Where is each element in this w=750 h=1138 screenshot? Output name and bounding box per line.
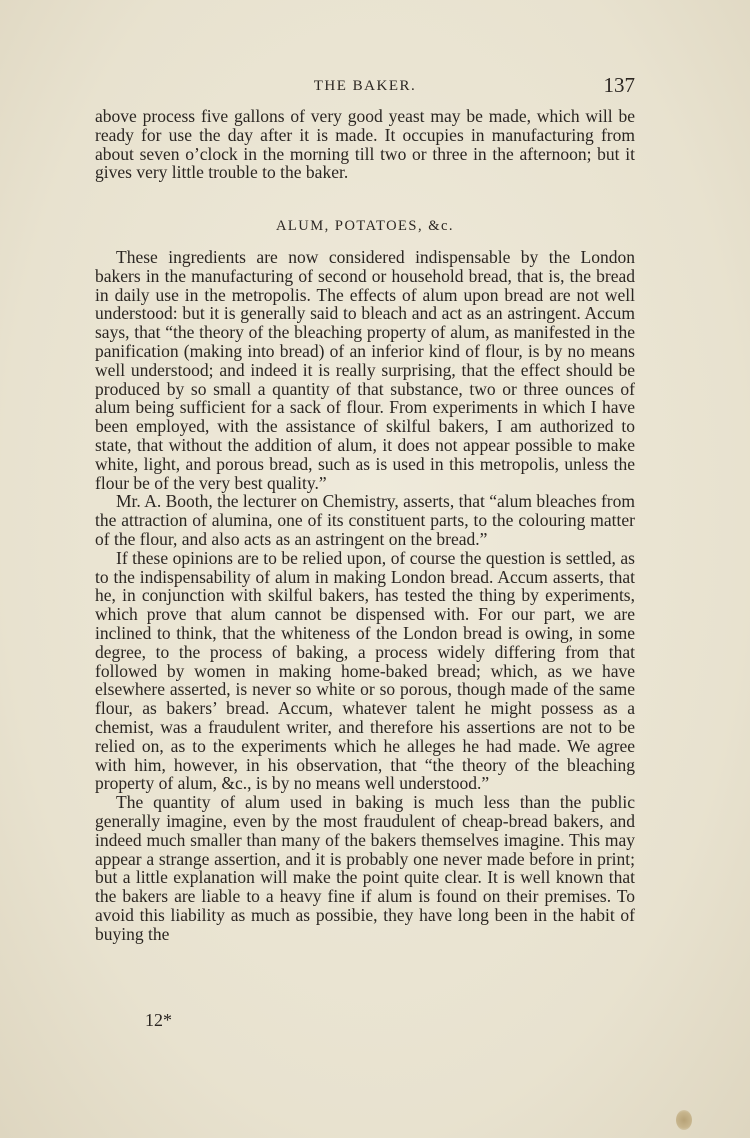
section-body xyxy=(95,248,635,943)
running-title: THE BAKER. xyxy=(313,78,417,94)
intro-paragraph: above process five gallons of very good yeast may be made, which will be ready for use the day after it is made. It occupies in manufacturing from about seven o’clock in the morning till two or three in the afternoon; but it gives very little trouble to the baker. xyxy=(95,106,635,183)
paragraph: The quantity of alum used in baking is much less than the public generally imagine, even by the most fraudulent of cheap-bread bakers, and indeed much smaller than many of the bakers themselves imagine. This may appear a strange assertion, and it is probably one never made before in print; but a little explanation will make the point quite clear. It is well known that the bakers are liable to a heavy fine if alum is found on their premises. To avoid this liability as much as possibie, they have long been in the habit of buying the xyxy=(95,792,635,944)
signature-mark: 12* xyxy=(145,1010,172,1030)
paragraph: These ingredients are now considered indispensable by the London bakers in the manufacturing of second or household bread, that is, the bread in daily use in the metropolis. The effects of alum upon bread are not well understood: but it is generally said to bleach and act as an astringent. Accum says, that “the theory of the bleaching property of alum, as manifested in the panification (making into bread) of an inferior kind of flour, is by no means well understood; and indeed it is really surprising, that the effect should be produced by so small a quantity of that substance, two or three ounces of alum being sufficient for a sack of flour. From experiments in which I have been employed, with the assistance of skilful bakers, I am authorized to state, that without the addition of alum, it does not appear possible to make white, light, and porous bread, such as is used in this metropolis, unless the flour be of the very best quality.” xyxy=(95,247,635,493)
section-heading: ALUM, POTATOES, &c. xyxy=(275,218,455,234)
paragraph: If these opinions are to be relied upon, of course the question is settled, as to the indispensability of alum in making London bread. Accum asserts, that he, in conjunction with skilful bakers, has tested the thing by experiments, which prove that alum cannot be dispensed with. For our part, we are inclined to think, that the whiteness of the London bread is owing, in some degree, to the process of baking, a process widely differing from that followed by women in making home-baked bread; which, as we have elsewhere asserted, is never so white or so porous, though made of the same flour, as bakers’ bread. Accum, whatever talent he might possess as a chemist, was a fraudulent writer, and therefore his assertions are not to be relied on, as to the experiments which he alleges he had made. We agree with him, however, in his observation, that “the theory of the bleaching property of alum, &c., is by no means well understood.” xyxy=(95,547,635,794)
paper-stain xyxy=(676,1110,692,1130)
running-head xyxy=(95,73,635,100)
page-number: 137 xyxy=(603,73,635,97)
paragraph: Mr. A. Booth, the lecturer on Chemistry, asserts, that “alum bleaches from the attraction of alumina, one of its constituent parts, to the colouring matter of the flour, and also acts as an astringent on the bread.” xyxy=(95,491,635,549)
intro-text xyxy=(95,107,635,182)
